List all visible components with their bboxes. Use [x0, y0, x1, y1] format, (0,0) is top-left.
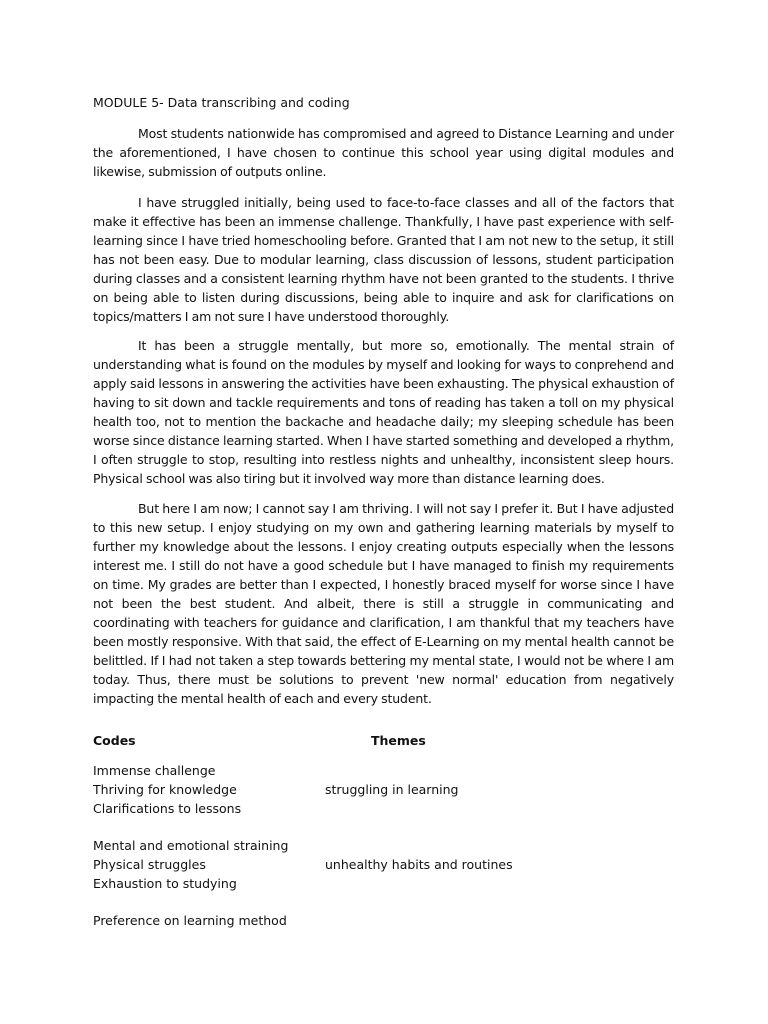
code-item: Exhaustion to studying [93, 876, 237, 891]
code-item: Mental and emotional straining [93, 838, 289, 853]
code-item: Clarifications to lessons [93, 801, 242, 816]
themes-header: Themes [371, 733, 426, 748]
codes-header: Codes [93, 733, 136, 748]
document-title: MODULE 5- Data transcribing and coding [93, 95, 350, 110]
code-item: Immense challenge [93, 763, 216, 778]
theme-item: unhealthy habits and routines [325, 857, 513, 872]
paragraph-4: But here I am now; I cannot say I am thriving. I will not say I prefer it. But I have adjusted to this new setup. I enjoy studying on my own and gathering learning materials by myself to further my knowledge about the lessons. I enjoy creating outputs especially when the lessons interest me. I still do not have a good schedule but I have managed to finish my requirements on time. My grades are better than I expected, I honestly braced myself for worse since I have not been the best student. And albeit, there is still a struggle in communicating and coordinating with teachers for guidance and clarification, I am thankful that my teachers have been mostly responsive. With that said, the effect of E-Learning on my mental health cannot be belittled. If I had not taken a step towards bettering my mental state, I would not be where I am today. Thus, there must be solutions to prevent 'new normal' education from negatively impacting the mental health of each and every student. [93, 501, 674, 706]
paragraph-2: I have struggled initially, being used to face-to-face classes and all of the factors that make it effective has been an immense challenge. Thankfully, I have past experience with self-learning since I have tried homeschooling before. Granted that I am not new to the setup, it still has not been easy. Due to modular learning, class discussion of lessons, student participation during classes and a consistent learning rhythm have not been granted to the students. I thrive on being able to listen during discussions, being able to inquire and ask for clarifications on topics/matters I am not sure I have understood thoroughly. [93, 195, 674, 324]
paragraph-3: It has been a struggle mentally, but more so, emotionally. The mental strain of understanding what is found on the modules by myself and looking for ways to conprehend and apply said lessons in answering the activities have been exhausting. The physical exhaustion of having to sit down and tackle requirements and tons of reading has taken a toll on my physical health too, not to mention the backache and headache daily; my sleeping schedule has been worse since distance learning started. When I have started something and developed a rhythm, I often struggle to stop, resulting into restless nights and unhealthy, inconsistent sleep hours. Physical school was also tiring but it involved way more than distance learning does. [93, 338, 674, 486]
code-item: Thriving for knowledge [93, 782, 237, 797]
code-item: Physical struggles [93, 857, 206, 872]
code-item: Preference on learning method [93, 913, 287, 928]
paragraph-1: Most students nationwide has compromised and agreed to Distance Learning and under the aforementioned, I have chosen to continue this school year using digital modules and likewise, submission of outputs online. [93, 126, 674, 179]
theme-item: struggling in learning [325, 782, 459, 797]
